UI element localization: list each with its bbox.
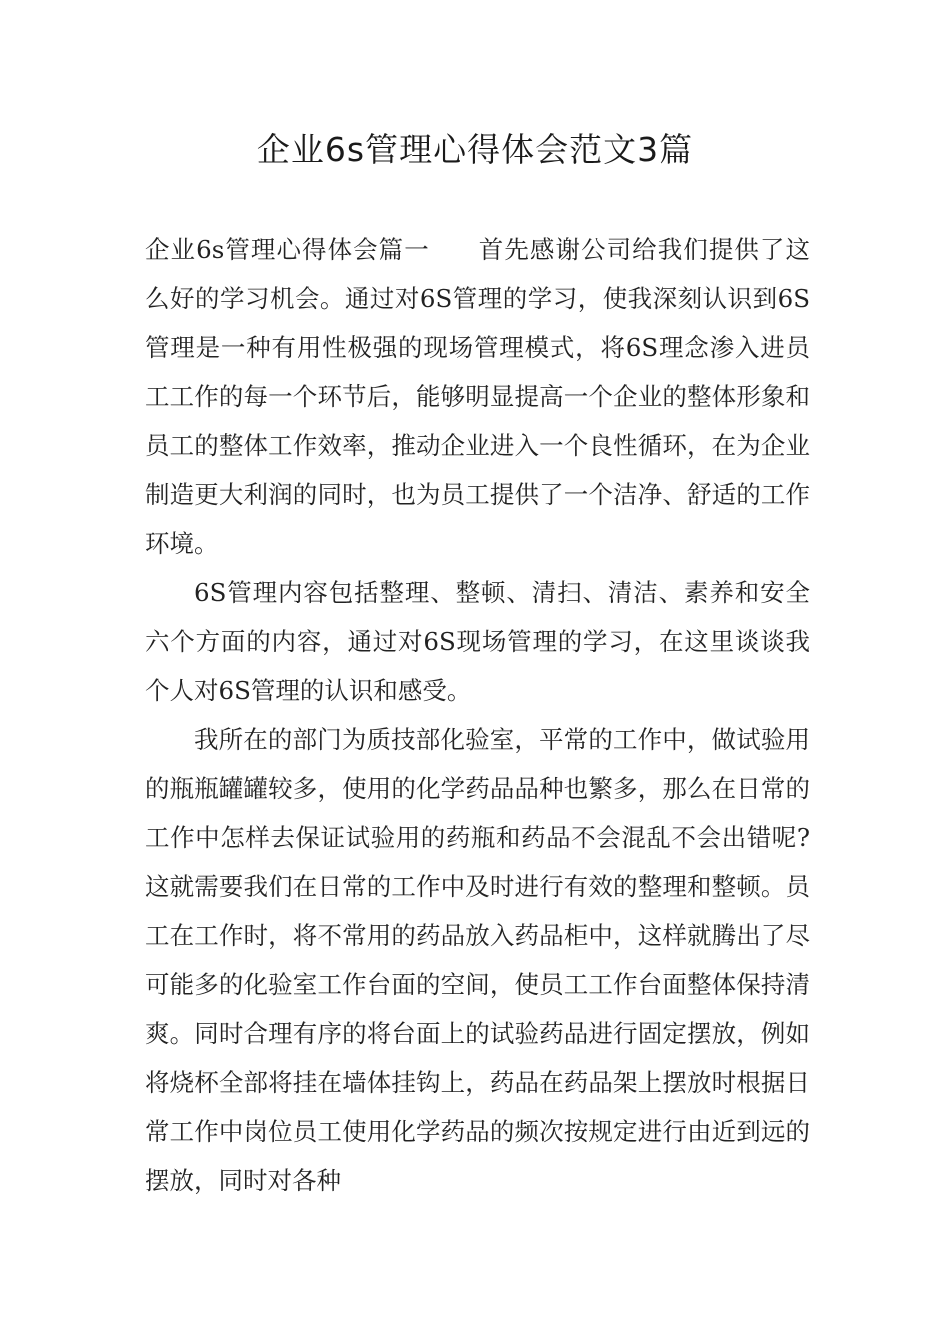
paragraph-1-text: 首先感谢公司给我们提供了这么好的学习机会。通过对6S管理的学习，使我深刻认识到6S管理是一种有用性极强的现场管理模式，将6S理念渗入进员工工作的每一个环节后，能够明显提高一个企业的整体形象和员工的整体工作效率，推动企业进入一个良性循环，在为企业制造更大利润的同时，也为员工提供了一个洁净、舒适的工作环境。 [145,235,810,558]
document-title: 企业6s管理心得体会范文3篇 [256,130,694,169]
paragraph-3: 我所在的部门为质技部化验室，平常的工作中，做试验用的瓶瓶罐罐较多，使用的化学药品品种也繁多，那么在日常的工作中怎样去保证试验用的药瓶和药品不会混乱不会出错呢?这就需要我们在日常的工作中及时进行有效的整理和整顿。员工在工作时，将不常用的药品放入药品柜中，这样就腾出了尽可能多的化验室工作台面的空间，使员工工作台面整体保持清爽。同时合理有序的将台面上的试验药品进行固定摆放，例如将烧杯全部将挂在墙体挂钩上，药品在药品架上摆放时根据日常工作中岗位员工使用化学药品的频次按规定进行由近到远的摆放，同时对各种 [145,725,810,1195]
document-body [145,225,810,1205]
section-heading: 企业6s管理心得体会篇一 [145,235,430,264]
paragraph-2: 6S管理内容包括整理、整顿、清扫、清洁、素养和安全六个方面的内容，通过对6S现场管理的学习，在这里谈谈我个人对6S管理的认识和感受。 [145,578,810,705]
paragraph-1 [145,225,810,568]
